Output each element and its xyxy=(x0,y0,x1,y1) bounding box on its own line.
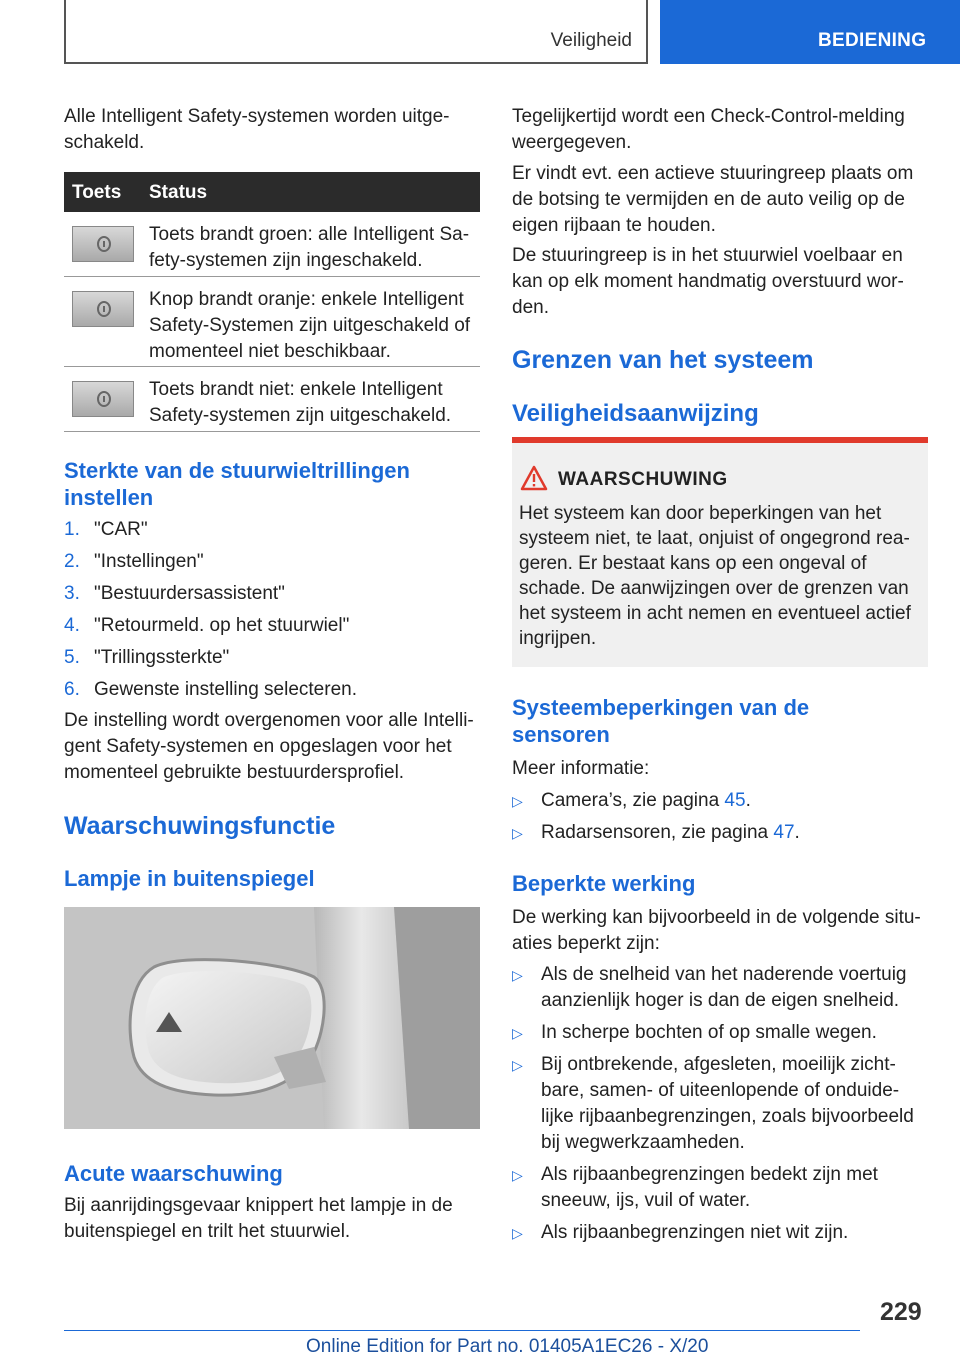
list-item: 4. "Retourmeld. op het stuurwiel" xyxy=(64,615,350,636)
footer-divider xyxy=(64,1330,860,1331)
page-link-47[interactable]: 47 xyxy=(773,822,795,843)
right-intro-1: Tegelijkertijd wordt een Check-Control-melding weergegeven. xyxy=(512,106,905,153)
list-item: ▷ Radarsensoren, zie pagina 47. xyxy=(512,820,928,852)
meer-info: Meer informatie: xyxy=(512,758,650,779)
list-item: ▷ In scherpe bochten of op smalle wegen. xyxy=(512,1020,928,1046)
table-cell-status: Toets brandt niet: enkele Intelligent Safety-systemen zijn uitgeschakeld. xyxy=(149,379,452,426)
triangle-bullet-icon: ▷ xyxy=(512,1057,523,1073)
triangle-bullet-icon: ▷ xyxy=(512,793,523,809)
list-item: 2. "Instellingen" xyxy=(64,551,204,572)
warning-text: Het systeem kan door beperkingen van het systeem niet, te laat, onjuist of ongegrond rea- geren. Er bestaat kans op een ongeval of schade. De aanwijzingen over de grenzen van het systeem in acht nemen en eventueel actief ingrijpen. xyxy=(519,503,911,649)
footer-edition: Online Edition for Part no. 01405A1EC26 - X/20 xyxy=(306,1336,709,1357)
safety-button-green-icon xyxy=(72,226,134,262)
steps-list xyxy=(64,517,480,709)
table-cell-status: Knop brandt oranje: enkele Intelligent Safety-Systemen zijn uitgeschakeld of momenteel niet beschikbaar. xyxy=(149,289,471,362)
waarschuwingsfunctie-heading: Waarschuwingsfunctie xyxy=(64,812,336,840)
right-intro-3: De stuuringreep is in het stuurwiel voelbaar en kan op elk moment handmatig overstuurd wor- den. xyxy=(512,245,904,318)
table-header-toets: Toets xyxy=(72,182,122,203)
list-item: ▷ Als rijbaanbegrenzingen bedekt zijn met sneeuw, ijs, vuil of water. xyxy=(512,1164,878,1211)
acute-text: Bij aanrijdingsgevaar knippert het lampje in de buitenspiegel en trilt het stuurwiel. xyxy=(64,1195,453,1242)
side-mirror-image xyxy=(64,907,480,1129)
sensoren-heading: Systeembeperkingen van de sensoren xyxy=(512,695,810,747)
page-number: 229 xyxy=(880,1298,922,1326)
header-section-box xyxy=(64,0,648,64)
list-item: ▷ Camera’s, zie pagina 45. xyxy=(512,788,928,820)
chapter-tab[interactable] xyxy=(660,0,960,64)
safety-button-orange-icon xyxy=(72,291,134,327)
lampje-heading: Lampje in buitenspiegel xyxy=(64,866,315,891)
table-header-status: Status xyxy=(149,182,208,203)
triangle-bullet-icon: ▷ xyxy=(512,825,523,841)
table-cell-status: Toets brandt groen: alle Intelligent Sa- fety-systemen zijn ingeschakeld. xyxy=(149,224,470,271)
intro-line: schakeld. xyxy=(64,132,145,153)
table-row xyxy=(64,212,480,277)
warning-box xyxy=(512,437,928,667)
triangle-bullet-icon: ▷ xyxy=(512,1025,523,1041)
after-steps-paragraph: De instelling wordt overgenomen voor alle Intelli- gent Safety-systemen en opgeslagen voor het momenteel gebruikte bestuurdersprofiel. xyxy=(64,710,474,783)
list-item: ▷ Als rijbaanbegrenzingen niet wit zijn. xyxy=(512,1220,928,1246)
list-item: 3. "Bestuurdersassistent" xyxy=(64,583,285,604)
list-item: ▷ Als de snelheid van het naderende voertuig aanzienlijk hoger is dan de eigen snelheid. xyxy=(512,964,907,1011)
mirror-illustration xyxy=(64,907,480,1129)
beperkt-heading: Beperkte werking xyxy=(512,871,696,896)
page-link-45[interactable]: 45 xyxy=(724,790,746,811)
status-table xyxy=(64,172,480,432)
triangle-bullet-icon: ▷ xyxy=(512,1225,523,1241)
acute-heading: Acute waarschuwing xyxy=(64,1161,283,1186)
refs-list xyxy=(512,788,928,852)
sterkte-heading: Sterkte van de stuurwieltrillingen instellen xyxy=(64,458,410,510)
list-item: 1. "CAR" xyxy=(64,519,148,540)
section-title: Veiligheid xyxy=(550,30,632,51)
table-header xyxy=(64,172,480,212)
beperkt-bullets xyxy=(512,962,928,1246)
right-intro-2: Er vindt evt. een actieve stuuringreep plaats om de botsing te vermijden en de auto veilig op de eigen rijbaan te houden. xyxy=(512,163,914,236)
list-item: 6. Gewenste instelling selecteren. xyxy=(64,679,357,700)
warning-triangle-icon xyxy=(520,465,548,491)
list-item: 5. "Trillingssterkte" xyxy=(64,647,230,668)
beperkt-intro: De werking kan bijvoorbeeld in de volgende situ- aties beperkt zijn: xyxy=(512,907,921,954)
veiligheid-heading: Veiligheidsaanwijzing xyxy=(512,400,759,427)
grenzen-heading: Grenzen van het systeem xyxy=(512,346,814,374)
list-item: ▷ Bij ontbrekende, afgesleten, moeilijk zicht- bare, samen- of uiteenlopende of onduide- lijke rijbaanbegrenzingen, zoals bijvoorbeeld bij wegwerkzaamheden. xyxy=(512,1054,914,1153)
table-row xyxy=(64,277,480,367)
table-row xyxy=(64,367,480,432)
triangle-bullet-icon: ▷ xyxy=(512,967,523,983)
left-intro xyxy=(64,104,480,156)
warning-title: WAARSCHUWING xyxy=(558,469,728,490)
chapter-title: BEDIENING xyxy=(818,30,927,51)
triangle-bullet-icon: ▷ xyxy=(512,1167,523,1183)
intro-line: Alle Intelligent Safety-systemen worden uitge- xyxy=(64,106,450,127)
safety-button-off-icon xyxy=(72,381,134,417)
